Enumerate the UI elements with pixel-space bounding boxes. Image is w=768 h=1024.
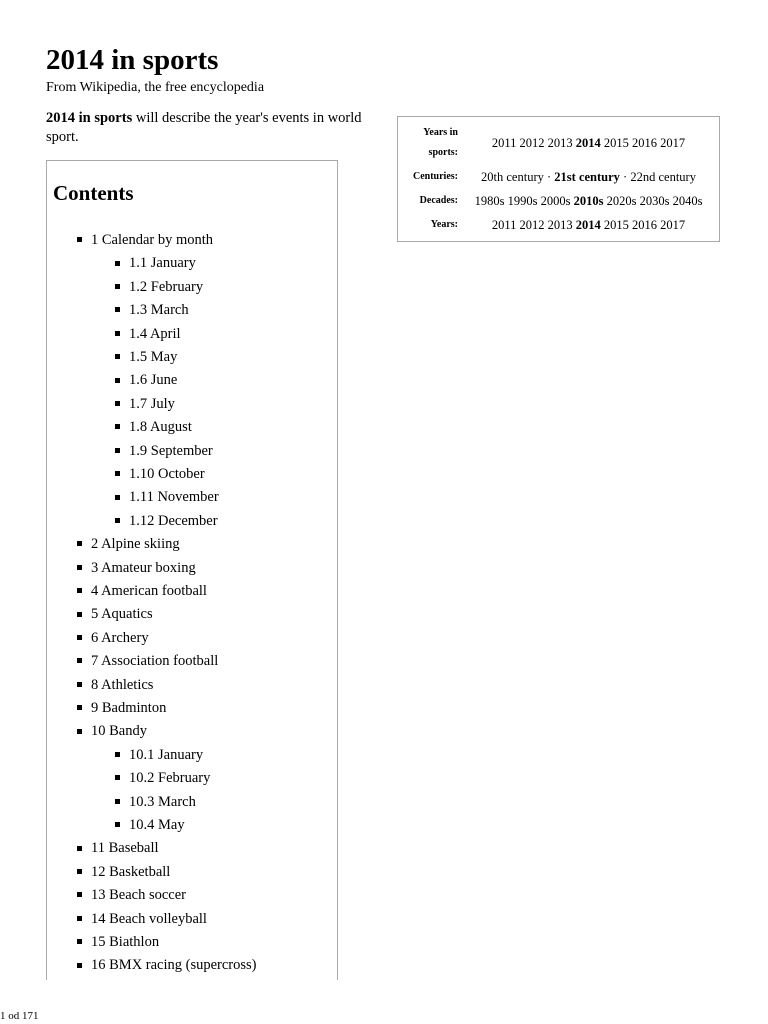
bullet-icon bbox=[77, 658, 82, 663]
toc-item[interactable] bbox=[115, 442, 213, 460]
bullet-icon bbox=[77, 588, 82, 593]
toc-item[interactable] bbox=[115, 746, 203, 764]
toc-item[interactable] bbox=[77, 535, 180, 553]
infobox-row-label: Decades: bbox=[419, 195, 458, 206]
infobox-link[interactable]: 2017 bbox=[660, 135, 686, 150]
toc-item[interactable] bbox=[115, 371, 177, 389]
toc-item-label: 3 Amateur boxing bbox=[91, 559, 196, 576]
infobox-link[interactable]: 2012 bbox=[519, 217, 545, 232]
bullet-icon bbox=[77, 729, 82, 734]
bullet-icon bbox=[77, 635, 82, 640]
infobox-link[interactable]: 2015 bbox=[603, 217, 629, 232]
infobox-link[interactable]: 2011 bbox=[491, 135, 517, 150]
infobox-row bbox=[398, 215, 719, 235]
toc-item[interactable] bbox=[115, 278, 203, 296]
infobox-link[interactable]: 2015 bbox=[603, 135, 629, 150]
toc-item[interactable] bbox=[115, 325, 181, 343]
infobox-link[interactable]: 2017 bbox=[660, 217, 686, 232]
bullet-icon bbox=[77, 565, 82, 570]
infobox-link[interactable]: 21st century bbox=[554, 169, 620, 184]
toc-item-label: 4 American football bbox=[91, 583, 207, 599]
infobox-link[interactable]: 2020s bbox=[606, 193, 637, 208]
infobox-row-values bbox=[458, 136, 719, 151]
infobox-link[interactable]: 2000s bbox=[540, 193, 571, 208]
infobox-row-values bbox=[458, 218, 719, 233]
bullet-icon bbox=[77, 939, 82, 944]
bullet-icon bbox=[77, 612, 82, 617]
toc-item-label: 6 Archery bbox=[91, 629, 149, 646]
bullet-icon bbox=[77, 892, 82, 897]
table-of-contents bbox=[46, 160, 338, 980]
bullet-icon bbox=[115, 307, 120, 312]
toc-item-label: 1.6 June bbox=[129, 372, 178, 389]
toc-item[interactable] bbox=[77, 886, 186, 904]
toc-item-label: 2 Alpine skiing bbox=[91, 536, 180, 553]
toc-item[interactable] bbox=[115, 395, 175, 413]
bullet-icon bbox=[115, 775, 120, 780]
toc-item-label: 11 Baseball bbox=[91, 840, 159, 857]
toc-item[interactable] bbox=[115, 769, 210, 787]
toc-item-label: 15 Biathlon bbox=[91, 934, 160, 950]
toc-item-label: 8 Athletics bbox=[91, 676, 154, 693]
bullet-icon bbox=[115, 354, 120, 359]
infobox-row-label: Centuries: bbox=[413, 171, 458, 182]
toc-item-label: 1.8 August bbox=[129, 419, 192, 436]
toc-item-label: 10.1 January bbox=[129, 746, 204, 763]
bullet-icon bbox=[115, 378, 120, 383]
toc-item[interactable] bbox=[77, 933, 159, 951]
toc-item-label: 1.1 January bbox=[129, 255, 196, 272]
infobox-row-label: Years in sports: bbox=[423, 127, 458, 158]
bullet-icon bbox=[115, 518, 120, 523]
toc-item[interactable] bbox=[77, 676, 153, 694]
infobox-row-label: Years: bbox=[430, 219, 458, 230]
toc-item[interactable] bbox=[77, 839, 159, 857]
bullet-icon bbox=[115, 471, 120, 476]
bullet-icon bbox=[115, 261, 120, 266]
toc-item-label: 1.2 February bbox=[129, 278, 204, 295]
toc-item[interactable] bbox=[115, 254, 196, 272]
toc-item[interactable] bbox=[77, 863, 170, 881]
bullet-icon bbox=[115, 799, 120, 804]
toc-item[interactable] bbox=[77, 629, 149, 647]
toc-item-label: 5 Aquatics bbox=[91, 606, 153, 623]
infobox-row bbox=[398, 191, 719, 211]
toc-item-label: 1 Calendar by month bbox=[91, 232, 214, 248]
toc-item-label: 9 Badminton bbox=[91, 700, 167, 716]
infobox-row-values: 20th century · 21st century · 22nd century bbox=[481, 169, 696, 184]
toc-item[interactable] bbox=[77, 605, 153, 623]
toc-item[interactable] bbox=[115, 301, 189, 319]
bullet-icon bbox=[77, 846, 82, 851]
toc-item[interactable] bbox=[115, 465, 205, 483]
toc-item[interactable] bbox=[77, 910, 207, 928]
bullet-icon bbox=[77, 869, 82, 874]
bullet-icon bbox=[115, 424, 120, 429]
bullet-icon bbox=[115, 495, 120, 500]
infobox-link[interactable]: 22nd century bbox=[630, 169, 696, 184]
bullet-icon bbox=[115, 752, 120, 757]
infobox-link[interactable]: 2040s bbox=[672, 193, 703, 208]
intro-text: will describe the year's events in world sport. bbox=[46, 110, 362, 145]
toc-item[interactable] bbox=[115, 488, 219, 506]
intro-bold-term: 2014 in sports bbox=[46, 110, 133, 126]
toc-item-label: 1.9 September bbox=[129, 442, 213, 459]
toc-item-label: 1.7 July bbox=[129, 395, 175, 412]
toc-item[interactable] bbox=[115, 348, 177, 366]
bullet-icon bbox=[77, 963, 82, 968]
toc-item[interactable] bbox=[115, 418, 192, 436]
page-indicator: 1 od 171 bbox=[0, 1010, 39, 1022]
bullet-icon bbox=[115, 401, 120, 406]
toc-item-label: 10.3 March bbox=[129, 793, 196, 810]
toc-item-label: 10.4 May bbox=[129, 817, 185, 833]
bullet-icon bbox=[115, 448, 120, 453]
infobox-row-values bbox=[458, 194, 719, 209]
bullet-icon bbox=[77, 237, 82, 242]
toc-item-label: 16 BMX racing (supercross) bbox=[91, 957, 257, 974]
page-title: 2014 in sports bbox=[46, 44, 219, 76]
toc-item[interactable] bbox=[77, 699, 166, 717]
infobox-link[interactable]: 2016 bbox=[632, 135, 658, 150]
toc-item-label: 10 Bandy bbox=[91, 723, 147, 740]
bullet-icon bbox=[115, 331, 120, 336]
toc-item-label: 13 Beach soccer bbox=[91, 887, 187, 904]
bullet-icon bbox=[115, 284, 120, 289]
toc-item-label: 12 Basketball bbox=[91, 863, 171, 880]
infobox-link[interactable]: 2010s bbox=[573, 193, 604, 208]
toc-item-label: 1.3 March bbox=[129, 302, 189, 319]
toc-item-label: 1.4 April bbox=[129, 325, 181, 342]
toc-item-label: 1.5 May bbox=[129, 349, 178, 365]
infobox-link[interactable]: 2014 bbox=[575, 135, 601, 150]
bullet-icon bbox=[77, 916, 82, 921]
infobox-link[interactable]: 2030s bbox=[639, 193, 670, 208]
years-infobox bbox=[397, 116, 720, 242]
toc-item[interactable] bbox=[115, 816, 185, 834]
bullet-icon bbox=[77, 541, 82, 546]
toc-item-label: 14 Beach volleyball bbox=[91, 910, 207, 927]
toc-item[interactable] bbox=[115, 512, 218, 530]
infobox-link[interactable]: 2011 bbox=[491, 217, 517, 232]
toc-item[interactable] bbox=[77, 956, 257, 974]
infobox-link[interactable]: 20th century bbox=[481, 169, 544, 184]
intro-paragraph bbox=[46, 109, 391, 147]
toc-item[interactable] bbox=[77, 231, 213, 249]
bullet-icon bbox=[77, 682, 82, 687]
page-subtitle: From Wikipedia, the free encyclopedia bbox=[46, 80, 265, 95]
toc-item[interactable] bbox=[77, 652, 218, 670]
bullet-icon bbox=[77, 705, 82, 710]
toc-item[interactable] bbox=[115, 793, 196, 811]
toc-item-label: 10.2 February bbox=[129, 770, 211, 787]
infobox-link[interactable]: 2016 bbox=[632, 217, 658, 232]
infobox-link[interactable]: 2014 bbox=[575, 217, 601, 232]
infobox-link[interactable]: 2012 bbox=[519, 135, 545, 150]
infobox-link[interactable]: 2013 bbox=[547, 135, 573, 150]
toc-item-label: 1.11 November bbox=[129, 489, 219, 506]
toc-item[interactable] bbox=[77, 559, 196, 577]
infobox-row bbox=[398, 125, 719, 161]
toc-item-label: 1.12 December bbox=[129, 512, 218, 529]
toc-item-label: 7 Association football bbox=[91, 653, 219, 670]
infobox-link[interactable]: 2013 bbox=[547, 217, 573, 232]
infobox-row bbox=[398, 167, 719, 187]
bullet-icon bbox=[115, 822, 120, 827]
infobox-link[interactable]: 1980s bbox=[474, 193, 505, 208]
toc-item[interactable] bbox=[77, 722, 147, 740]
toc-title: Contents bbox=[53, 181, 134, 205]
toc-item-label: 1.10 October bbox=[129, 466, 205, 482]
infobox-link[interactable]: 1990s bbox=[507, 193, 538, 208]
toc-item[interactable] bbox=[77, 582, 207, 600]
